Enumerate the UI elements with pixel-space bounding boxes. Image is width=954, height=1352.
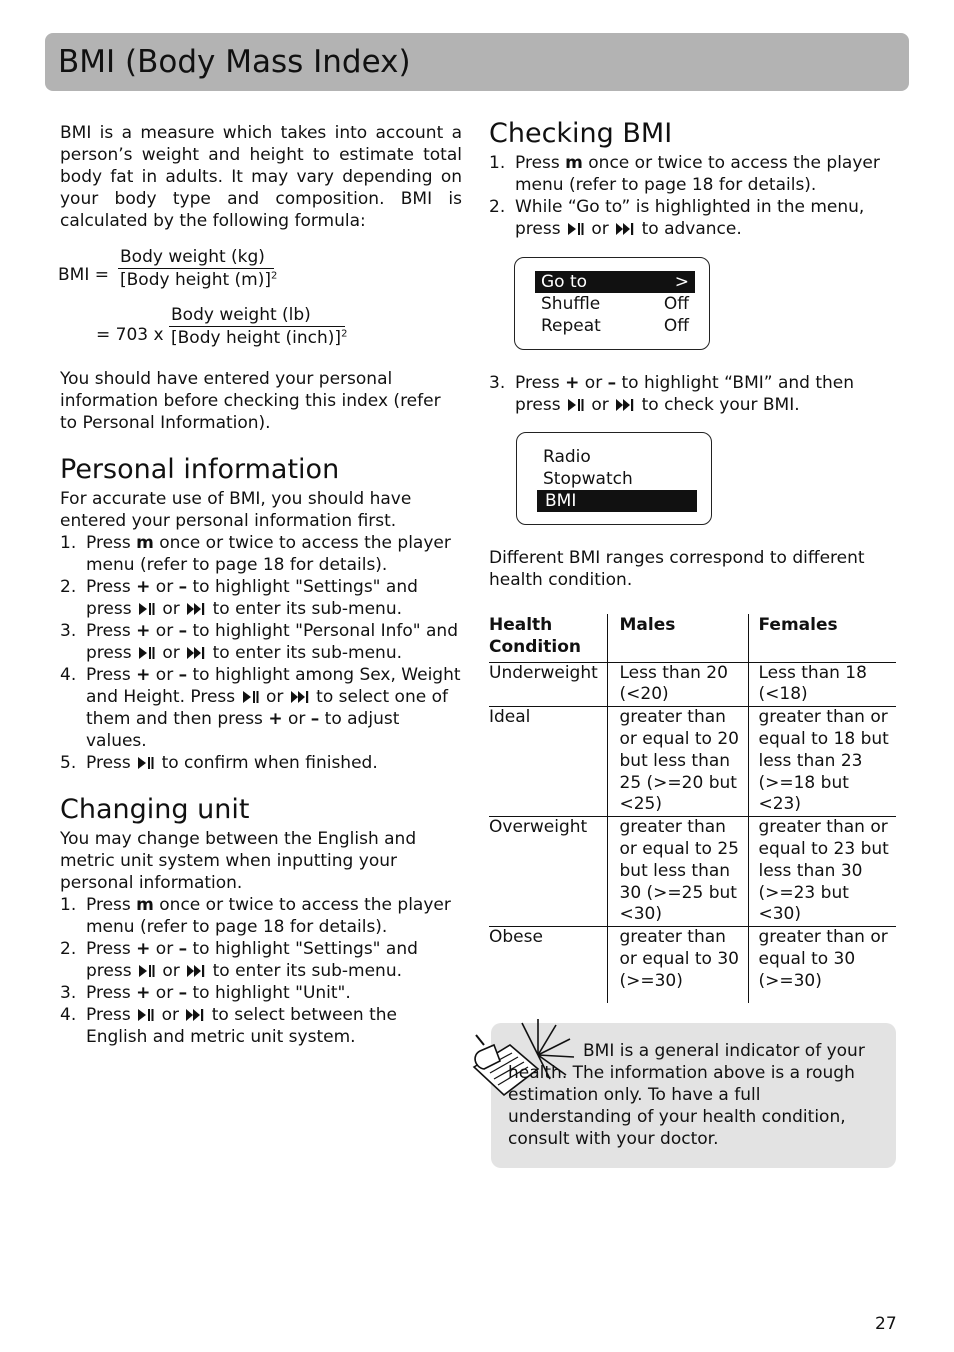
metric-fraction: [118, 246, 279, 291]
imperial-numerator: Body weight (lb): [169, 304, 345, 327]
screen-row-repeat: Repeat Off: [541, 316, 689, 336]
table-cell: Less than 18 (<18): [748, 662, 896, 707]
bmi-formula: [60, 244, 462, 360]
metric-numerator: Body weight (kg): [118, 246, 274, 269]
play-pause-icon: [138, 756, 154, 770]
table-header: Males: [607, 614, 748, 662]
table-cell: Less than 20 (<20): [607, 662, 748, 707]
list-item: 1. Press m once or twice to access the player menu (refer to page 18 for details).: [489, 153, 880, 195]
list-item: 5. Press to confirm when finished.: [60, 753, 378, 773]
personal-info-heading: Personal information: [60, 454, 340, 485]
table-cell: greater than or equal to 25 but less than 30 (>=25 but <30): [607, 817, 748, 927]
ranges-paragraph: Different BMI ranges correspond to different health condition.: [489, 548, 865, 590]
table-cell: greater than or equal to 18 but less than 23 (>=18 but <23): [748, 707, 896, 817]
skip-forward-icon: [616, 222, 634, 236]
play-pause-icon: [568, 398, 584, 412]
screen-row-stopwatch: Stopwatch: [543, 469, 633, 489]
skip-forward-icon: [187, 602, 205, 616]
skip-forward-icon: [186, 1008, 204, 1022]
table-cell: Obese: [489, 927, 607, 1003]
table-row: [489, 707, 896, 817]
table-cell: greater than or equal to 30 (>=30): [748, 927, 896, 1003]
list-item: 3. Press + or – to highlight “BMI” and then press or to check your BMI.: [489, 373, 855, 415]
page-title: BMI (Body Mass Index): [58, 44, 411, 80]
player-screen-bmi-menu: [516, 432, 712, 525]
checking-bmi-heading: Checking BMI: [489, 118, 673, 149]
imperial-prefix: = 703 x: [96, 325, 164, 345]
personal-info-steps: [60, 532, 462, 774]
table-row: [489, 927, 896, 1003]
imperial-denominator: [Body height (inch)]$^2$: [171, 328, 348, 348]
changing-unit-steps: [60, 894, 462, 1048]
table-cell: Overweight: [489, 817, 607, 927]
screen-row-goto: Go to >: [535, 271, 695, 293]
play-pause-icon: [568, 222, 584, 236]
list-item: 4. Press + or – to highlight among Sex, Weight and Height. Press or to select one of them and then press + or – to adjust values.: [60, 665, 461, 751]
table-header-row: [489, 614, 896, 662]
list-item: 3. Press + or – to highlight "Personal Info" and press or to enter its sub-menu.: [60, 621, 458, 663]
table-cell: greater than or equal to 20 but less than 25 (>=20 but <25): [607, 707, 748, 817]
table-cell: Ideal: [489, 707, 607, 817]
formula-lhs: BMI =: [58, 265, 109, 285]
table-row: [489, 817, 896, 927]
list-item: 2. Press + or – to highlight "Settings" and press or to enter its sub-menu.: [60, 577, 418, 619]
table-cell: Underweight: [489, 662, 607, 707]
intro-paragraph-2: You should have entered your personal information before checking this index (refer to Personal Information).: [60, 369, 441, 433]
skip-forward-icon: [291, 690, 309, 704]
list-item: 4. Press or to select between the English and metric unit system.: [60, 1005, 397, 1047]
screen-row-shuffle: Shuffle Off: [541, 294, 689, 314]
skip-forward-icon: [187, 964, 205, 978]
metric-denominator: [Body height (m)]$^2$: [120, 270, 278, 290]
note-text: BMI is a general indicator of your health. The information above is a rough estimation only. To have a full understanding of your health condition, consult with your doctor.: [508, 1041, 865, 1149]
screen-row-bmi: BMI: [537, 490, 697, 512]
play-pause-icon: [139, 646, 155, 660]
list-item: 2. Press + or – to highlight "Settings" and press or to enter its sub-menu.: [60, 939, 418, 981]
list-item: 1. Press m once or twice to access the player menu (refer to page 18 for details).: [60, 533, 451, 575]
changing-unit-intro: You may change between the English and metric unit system when inputting your personal information.: [60, 829, 417, 893]
right-column: [489, 118, 899, 240]
table-header: Females: [748, 614, 896, 662]
play-pause-icon: [139, 964, 155, 978]
screen-row-radio: Radio: [543, 447, 591, 467]
play-pause-icon: [139, 602, 155, 616]
table-header: Health Condition: [489, 615, 581, 657]
list-item: 3. Press + or – to highlight "Unit".: [60, 983, 351, 1003]
page-number: 27: [875, 1314, 897, 1334]
imperial-fraction: [169, 304, 349, 349]
left-column: [60, 120, 462, 1048]
table-cell: greater than or equal to 30 (>=30): [607, 927, 748, 1003]
intro-paragraph: BMI is a measure which takes into account a person’s weight and height to estimate total body fat in adults. It may vary depending on your body type and composition. BMI is calculated by the following formula:: [60, 123, 462, 231]
checking-bmi-steps-a: [489, 152, 899, 240]
table-cell: greater than or equal to 23 but less than 30 (>=23 but <30): [748, 817, 896, 927]
play-pause-icon: [138, 1008, 154, 1022]
player-screen-goto-menu: [514, 257, 710, 350]
list-item: 1. Press m once or twice to access the player menu (refer to page 18 for details).: [60, 895, 451, 937]
list-item: 2. While “Go to” is highlighted in the menu, press or to advance.: [489, 197, 865, 239]
bmi-table: [489, 614, 896, 1003]
table-row: [489, 662, 896, 707]
changing-unit-heading: Changing unit: [60, 794, 250, 825]
title-bar: [45, 33, 909, 91]
checking-bmi-steps-b: [489, 372, 899, 416]
play-pause-icon: [243, 690, 259, 704]
skip-forward-icon: [187, 646, 205, 660]
personal-info-intro: For accurate use of BMI, you should have entered your personal information first.: [60, 489, 412, 531]
skip-forward-icon: [616, 398, 634, 412]
